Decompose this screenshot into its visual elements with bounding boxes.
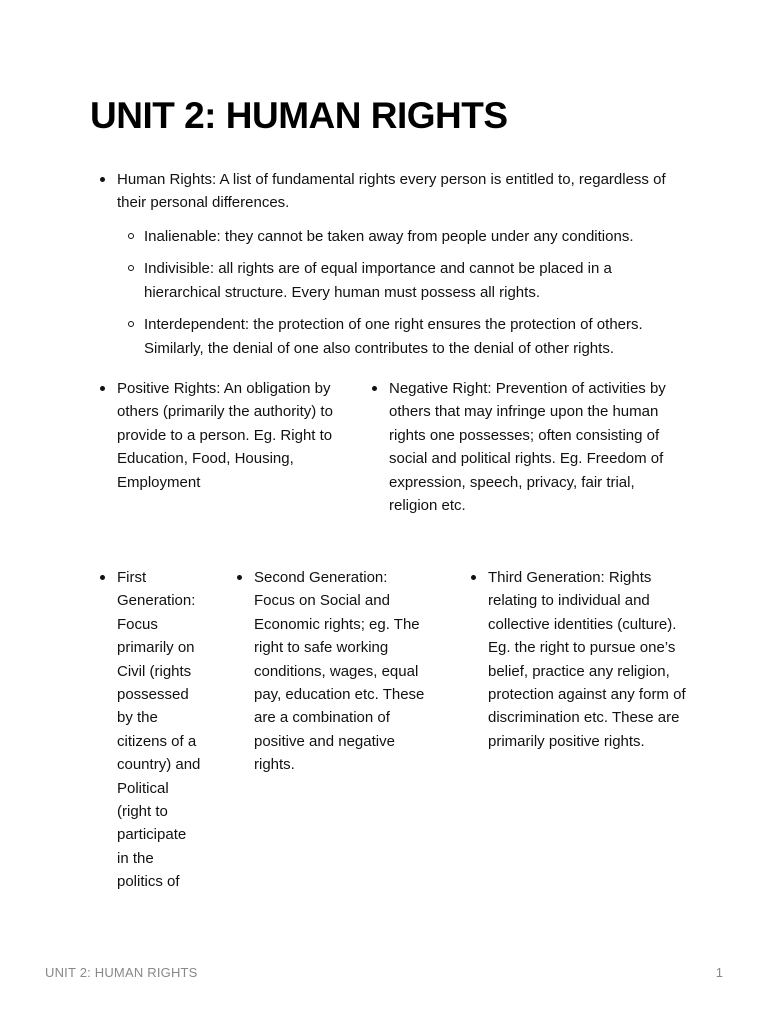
first-generation-column bbox=[117, 566, 201, 894]
intro-list bbox=[117, 168, 687, 215]
page-title: UNIT 2: HUMAN RIGHTS bbox=[90, 95, 508, 136]
footer-title: UNIT 2: HUMAN RIGHTS bbox=[45, 965, 198, 980]
positive-rights-text: Positive Rights: An obligation by others (primarily the authority) to provide to a person. Eg. Right to Education, Food, Housing, Employment bbox=[117, 380, 333, 491]
page-number: 1 bbox=[715, 965, 723, 980]
list-item-second-generation bbox=[254, 566, 432, 777]
bullet-icon bbox=[100, 177, 105, 182]
third-generation-text: Third Generation: Rights relating to individual and collective identities (culture). Eg. the right to pursue one’s belief, practice any religion, protection against any form of discrimination etc. These are primarily positive rights. bbox=[488, 569, 686, 750]
bullet-icon bbox=[471, 575, 476, 580]
list-item-first-generation bbox=[117, 566, 201, 894]
list-item-indivisible bbox=[144, 257, 684, 304]
bullet-icon bbox=[372, 386, 377, 391]
first-generation-text: First Generation: Focus primarily on Civil (rights possessed by the citizens of a country) and Political (right to participate in the politics of bbox=[117, 569, 201, 891]
list-item-interdependent bbox=[144, 313, 684, 360]
third-generation-column bbox=[488, 566, 688, 753]
list-item-inalienable bbox=[144, 225, 684, 248]
bullet-icon bbox=[100, 575, 105, 580]
hollow-bullet-icon bbox=[128, 233, 134, 239]
hollow-bullet-icon bbox=[128, 265, 134, 271]
second-generation-text: Second Generation: Focus on Social and Economic rights; eg. The right to safe working conditions, wages, equal pay, education etc. These are a combination of positive and negative rights. bbox=[254, 569, 425, 774]
positive-rights-column bbox=[117, 377, 337, 494]
characteristics-list bbox=[144, 225, 684, 369]
indivisible-text: Indivisible: all rights are of equal importance and cannot be placed in a hierarchical structure. Every human must possess all rights. bbox=[144, 260, 612, 301]
interdependent-text: Interdependent: the protection of one right ensures the protection of others. Similarly, the denial of one also contributes to the denial of other rights. bbox=[144, 316, 643, 357]
list-item-positive-rights bbox=[117, 377, 337, 494]
bullet-icon bbox=[100, 386, 105, 391]
negative-right-text: Negative Right: Prevention of activities by others that may infringe upon the human rights one possesses; often consisting of social and political rights. Eg. Freedom of expression, speech, privacy, fair trial, religion etc. bbox=[389, 380, 666, 515]
list-item-negative-right bbox=[389, 377, 679, 517]
bullet-icon bbox=[237, 575, 242, 580]
second-generation-column bbox=[254, 566, 432, 777]
human-rights-definition: Human Rights: A list of fundamental rights every person is entitled to, regardless of their personal differences. bbox=[117, 171, 666, 212]
hollow-bullet-icon bbox=[128, 321, 134, 327]
list-item-third-generation bbox=[488, 566, 688, 753]
list-item-human-rights bbox=[117, 168, 687, 215]
inalienable-text: Inalienable: they cannot be taken away from people under any conditions. bbox=[144, 228, 634, 245]
negative-right-column bbox=[389, 377, 679, 517]
